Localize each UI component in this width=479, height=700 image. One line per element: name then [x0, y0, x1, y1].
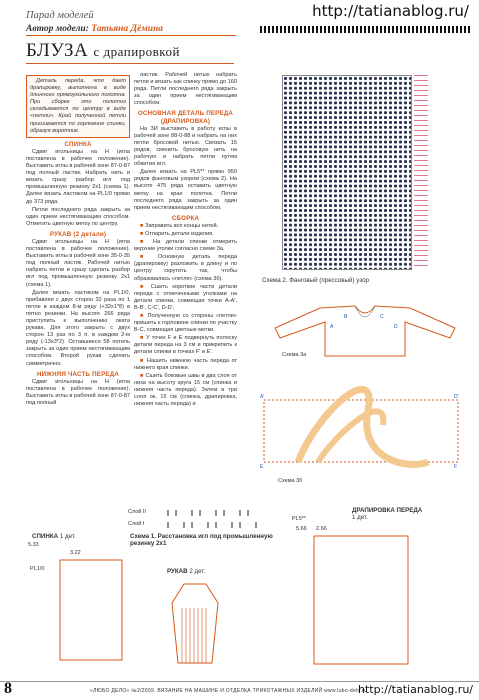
heading-drape: ОСНОВНАЯ ДЕТАЛЬ ПЕРЕДА (ДРАПИРОВКА) [137, 110, 234, 125]
dim-2: 3.22 [70, 550, 81, 556]
chart-row-numbers [414, 75, 428, 270]
back-text-2: Петли последнего ряда закрыть за один прием нестягивающим способом. Отметить цветную метку по центру. [26, 206, 130, 227]
bullet-icon: ■ [140, 357, 147, 364]
page-footer [0, 678, 479, 700]
schema-3b-diagram [258, 370, 474, 490]
pattern-drape-count: 1 дет. [352, 514, 368, 521]
point-d: D [394, 324, 398, 330]
bullet-icon: ■ [140, 372, 146, 379]
assembly-step [134, 284, 237, 312]
assembly-step-text: Нашить нижнюю часть переда от нижнего края спинки. [134, 357, 237, 371]
text-column-2 [134, 72, 237, 492]
layer-2-label: Слой II [128, 509, 146, 515]
point-e: E [260, 464, 264, 470]
drape-rect-pattern [314, 536, 408, 664]
footer-rule [0, 681, 479, 682]
stitch-chart [282, 75, 412, 270]
schema-3a-label: Схема 3а [282, 352, 307, 358]
article-title [26, 40, 180, 62]
assembly-step [134, 313, 237, 334]
back-rect [60, 560, 122, 660]
point-b: B [344, 314, 348, 320]
assembly-step [134, 335, 237, 356]
assembly-step [134, 373, 237, 408]
drape-text-1: На ЗИ выставить в работу иглы в рабочей зоне 88-0-88 и набрать на них петли бросовой нитью. Связать 15 рядов, сменить бросовую нить на рабочую и набрать петли путем обвития игл. [134, 125, 237, 168]
pattern-drape [290, 512, 420, 672]
pattern-back-count: 1 дет. [59, 533, 76, 540]
assembly-step-text: Сшить боковые швы в два слоя от низа на высоту круга 15 см (спинка и нижняя часть переда). Затем в три слоя ок. 15 см (спинка, драпировка, нижняя часть переда) и [134, 372, 237, 408]
page-header [26, 10, 226, 36]
assembly-step [134, 231, 237, 238]
assembly-step [134, 358, 237, 372]
bullet-icon: ■ [140, 239, 154, 246]
assembly-step-text: У точек F и Е подвернуть полоску детали переда на 3 см и прикрепить к детали спинки в точках F' и Е'. [134, 335, 237, 356]
author-label: Автор модели: [26, 24, 89, 34]
front-lower-text: Сдвиг игольницы на Н (игла поставлена в рабочее положение). Выставить иглы в рабочей зоне 87-0-87 под полный [26, 378, 130, 407]
pattern-drape-name: ДРАПИРОВКА ПЕРЕДА [352, 507, 423, 514]
bullet-icon: ■ [140, 222, 145, 229]
bullet-icon: ■ [140, 230, 145, 237]
point-c: C [380, 314, 384, 320]
assembly-step [134, 239, 237, 253]
page-number: 8 [4, 680, 12, 697]
heading-sleeve: РУКАВ (2 детали) [49, 230, 107, 238]
sleeve-outline [172, 584, 218, 663]
pattern-back-name: СПИНКА [32, 533, 59, 540]
bullet-icon: ■ [140, 335, 147, 342]
point-a: A [330, 324, 334, 330]
pattern-sleeve-title [167, 568, 205, 575]
text-column-1 [26, 75, 130, 495]
dim-3: 2.66 [316, 526, 327, 532]
dim-4: 5.66 [296, 526, 307, 532]
bullet-icon: ■ [140, 283, 151, 290]
assembly-step-text: Полученную со стороны «петли» пришить к горловине спинки по участку В-С, совмещая цветные метки. [134, 313, 237, 334]
back-text-1: Сдвиг игольницы на Н (игла поставлена в рабочее положение). Выставить иглы в рабочей зоне 87-0-87 под полный ластик. Набрать нить и вязать сразу разбор игл под промышленную резинку 2х1 (схема 1). Далее вязать ластиком на PL1/0 прямо до 373 ряда. [26, 148, 130, 205]
bullet-icon: ■ [140, 254, 158, 261]
neckline [355, 306, 375, 317]
continued-text: ластик. Рабочей нитью набрать петли и вязать как спинку прямо до 160 ряда. Петли последнего ряда закрыть за один прием нестягивающим способом. [134, 72, 237, 107]
point-d-prime: D' [454, 394, 459, 400]
schema-1-title: Схема 1. Расстановка игл под промышленную резинку 2х1 [130, 533, 273, 547]
intro-box: Деталь переда, что дает драпировку, выполнена в виде длинного прямоугольного полотна. При сборке это полотно складывается по центру в виде «петли». Край полученной петли пришивается по горловине спинки, образуя воротник. [26, 75, 130, 138]
dim-pl5: PL5** [292, 516, 307, 522]
assembly-step [134, 223, 237, 230]
back-outline [275, 306, 455, 356]
heading-front-lower: НИЖНЯЯ ЧАСТЬ ПЕРЕДА [36, 370, 120, 378]
heading-back: СПИНКА [64, 140, 92, 148]
pattern-back-title [32, 533, 76, 540]
title-rule [26, 63, 234, 64]
footer-url[interactable]: http://tatianablog.ru/ [357, 683, 473, 696]
section-name: Парад моделей [26, 10, 94, 21]
sleeve-rib [182, 608, 206, 663]
point-f: F [454, 464, 458, 470]
schema-3a-diagram [260, 298, 470, 366]
assembly-step-text: Заправить все концы нитей. [144, 222, 219, 229]
heading-assembly: СБОРКА [171, 214, 200, 222]
assembly-step-text: На детали спинки отмерить верхние уголки согласно схеме 3а. [134, 239, 237, 253]
assembly-step-text: Сшить короткие части детали переда с отмеченными уголками на детали спинки, совмещая точки А-А', В-В', С-С', D-D'. [134, 283, 237, 311]
bullet-icon: ■ [140, 313, 148, 319]
footer-imprint: «ЛЮБО ДЕЛО» №2/2009. ВЯЗАНИЕ НА МАШИНЕ И ОТДЕЛКА ТРИКОТАЖНЫХ ИЗДЕЛИЙ www.lubo-delo.ru [90, 688, 368, 694]
pattern-sleeve [160, 578, 240, 673]
drape-rect [264, 400, 458, 462]
assembly-step [134, 254, 237, 282]
dim-pl1: PL1/0 [30, 566, 45, 572]
schema-1-needles [128, 506, 278, 530]
sleeve-text-2: Далее вязать ластиком на PL1/0, прибавляя с двух сторон 32 раза по 1 петле в каждом 8-м ряду (+32х1*8) в пятно резинки. На высоте 266 ряда приступить к выполнению оката рукава. Для этого закрыть с двух сторон 13 раз по 3 п. в каждом 2-м ряду (-13х3*2). Оставшиеся 58 петель закрыть за один прием нестягивающим способом. Второй рукав сделать симметрично. [26, 289, 130, 367]
point-a-prime: A' [260, 394, 265, 400]
chart-caption: Схема 2. Фанговый (прессовый) узор [262, 277, 369, 284]
layer-1-label: Слой I [128, 521, 145, 527]
pattern-back [20, 540, 130, 670]
drape-text-2: Далее вязать на PL5** прямо 950 рядов фанговым узором (схема 2). На высоте 475 ряда оставить цветную метку на крае полотна. Петли последнего ряда закрыть за один прием нестягивающим способом. [134, 169, 237, 211]
dim-1: 5.33 [28, 542, 39, 548]
drape-loop [298, 389, 428, 464]
schema-3b-label: Схема 3б [278, 478, 303, 484]
sleeve-text-1: Сдвиг игольницы на Н (игла поставлена в рабочее положение). Выставить иглы в рабочей зоне 35-0-35 под полный ластик. Рабочей нитью набрать петли и сразу сделать разбор игл под промышленную резинку 2х1 (схема 1). [26, 238, 130, 288]
watermark-url[interactable]: http://tatianablog.ru/ [312, 2, 469, 20]
author-line [26, 24, 236, 36]
pattern-sleeve-count: 2 дет. [189, 568, 206, 575]
title-main: БЛУЗА [26, 40, 89, 61]
title-suffix: с драпировкой [93, 44, 180, 59]
assembly-step-text: Отпарить детали изделия. [144, 230, 214, 237]
author-name: Татьяна Дёмина [91, 24, 164, 34]
pattern-sleeve-name: РУКАВ [167, 568, 188, 575]
assembly-step-text: Основную деталь переда (драпировку) разложить в длину и по центру скрутить так, чтобы образовалась «петля» (схема 3б). [134, 254, 237, 282]
needle-marks [168, 510, 256, 528]
assembly-steps [134, 223, 237, 408]
header-stripe [260, 26, 472, 33]
